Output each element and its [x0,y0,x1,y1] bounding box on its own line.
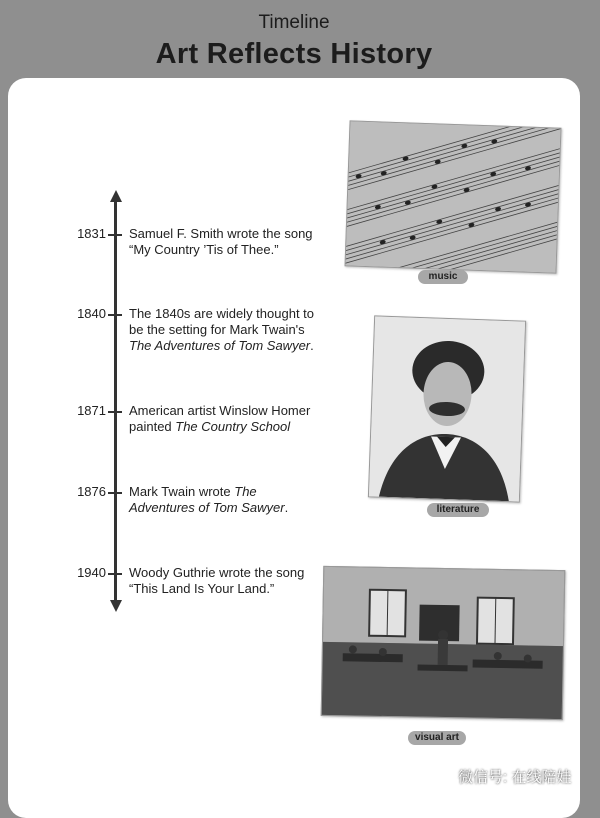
event-line [129,500,339,516]
event-text [129,403,339,435]
timeline-axis [114,196,117,606]
classroom-painting-photo [321,566,566,720]
event-line: American artist Winslow Homer [129,403,311,418]
event-year: 1876 [77,484,106,499]
event-fragment: Mark Twain wrote [129,484,235,499]
event-text [129,226,339,258]
event-tick [108,492,122,494]
image-caption-literature: literature [427,503,489,517]
event-year: 1940 [77,565,106,580]
event-line: be the setting for Mark Twain's [129,322,305,337]
event-year: 1840 [77,306,106,321]
sheet-music-icon [346,121,561,272]
event-text [129,565,339,597]
timeline-arrow-down-icon [110,600,122,612]
event-text [129,306,339,354]
event-line [129,338,339,354]
portrait-icon [369,316,525,501]
event-tick [108,314,122,316]
event-line: “This Land Is Your Land.” [129,581,275,596]
event-tick [108,411,122,413]
event-line: The 1840s are widely thought to [129,306,315,321]
event-line: Woody Guthrie wrote the song [129,565,305,580]
book-title: The [234,484,257,499]
event-year: 1831 [77,226,106,241]
watermark: 微信号: 在线陪娃 [458,769,572,786]
classroom-painting-icon [322,567,565,719]
page-title: Art Reflects History [155,38,433,70]
image-caption-music: music [418,270,468,284]
book-title: Adventures of Tom Sawyer [129,500,285,515]
event-fragment: painted [129,419,176,434]
page-kicker: Timeline [258,12,330,33]
event-tick [108,234,122,236]
event-text [129,484,339,516]
book-title: The Adventures of Tom Sawyer [129,338,311,353]
punctuation: . [310,338,314,353]
punctuation: . [284,500,289,515]
painting-title: The Country School [175,419,291,434]
event-year: 1871 [77,403,106,418]
portrait-photo [368,315,526,502]
event-tick [108,573,122,575]
event-line: Samuel F. Smith wrote the song [129,226,313,241]
image-caption-visual-art: visual art [408,731,466,745]
sheet-music-photo [345,120,562,273]
event-line [129,484,339,500]
event-line: “My Country ’Tis of Thee.” [129,242,279,257]
event-line [129,419,339,435]
